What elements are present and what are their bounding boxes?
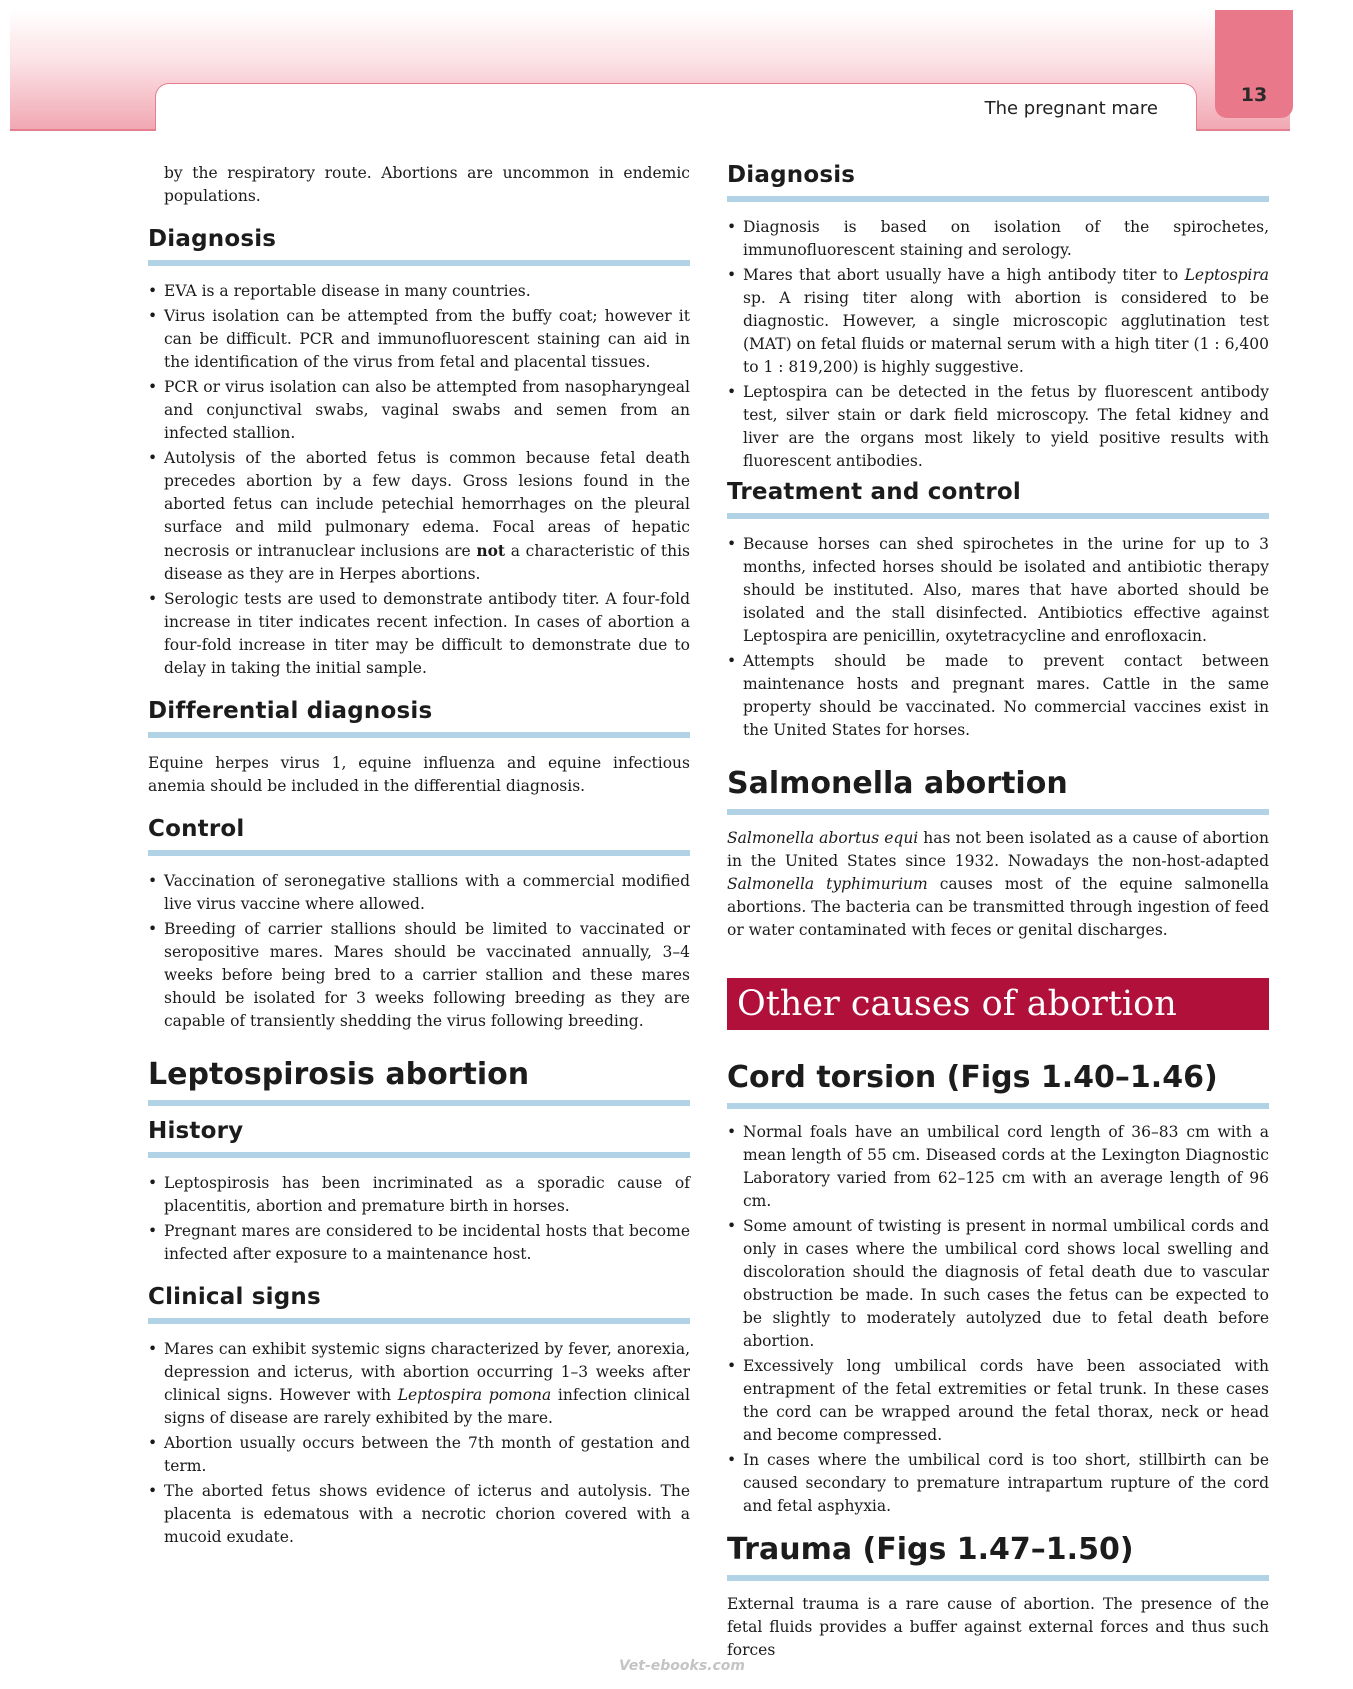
section-banner: Other causes of abortion [727, 978, 1269, 1030]
list-item: • The aborted fetus shows evidence of icterus and autolysis. The placenta is edematous with a necrotic chorion covered with a mucoid exudate. [148, 1480, 690, 1549]
salmonella-heading: Salmonella abortion [727, 766, 1269, 815]
list-text: a characteristic of this disease as they are in Herpes abortions. [164, 542, 690, 583]
paragraph-text: causes most of the equine salmonella abortions. The bacteria can be transmitted through ingestion of feed or water contaminated with feces or genital discharges. [727, 875, 1269, 939]
history-heading: History [148, 1118, 690, 1158]
list-item: • Leptospira can be detected in the fetus by fluorescent antibody test, silver stain or dark field microscopy. The fetal kidney and liver are the organs most likely to yield positive results with fluorescent antibodies. [727, 381, 1269, 473]
treatment-heading: Treatment and control [727, 479, 1269, 519]
list-item: • Pregnant mares are considered to be incidental hosts that become infected after exposure to a maintenance host. [148, 1220, 690, 1266]
page-number: 13 [1240, 84, 1268, 106]
list-item: • PCR or virus isolation can also be attempted from nasopharyngeal and conjunctival swabs, vaginal swabs and semen from an infected stallion. [148, 376, 690, 445]
list-item: • Some amount of twisting is present in normal umbilical cords and only in cases where the umbilical cord shows local swelling and discoloration should the diagnosis of fetal death due to vascular obstruction be made. In such cases the fetus can be expected to be slightly to moderately autolyzed due to fetal death before abortion. [727, 1215, 1269, 1353]
diagnosis-list [148, 280, 690, 680]
species-name: Leptospira pomona [397, 1386, 552, 1404]
species-name: Leptospira [1184, 266, 1269, 284]
list-text: Mares can exhibit systemic signs characterized by fever, anorexia, depression and icterus, with abortion occurring 1–3 weeks after clinical signs. However with [164, 1340, 690, 1404]
list-item: • Attempts should be made to prevent contact between maintenance hosts and pregnant mares. Cattle in the same property should be vaccinated. No commercial vaccines exist in the United States for horses. [727, 650, 1269, 742]
trauma-paragraph: External trauma is a rare cause of abortion. The presence of the fetal fluids provides a buffer against external forces and thus such forces [727, 1595, 1269, 1659]
running-title: The pregnant mare [984, 98, 1158, 119]
list-text: sp. A rising titer along with abortion is considered to be diagnostic. However, a single microscopic agglutination test (MAT) on fetal fluids or maternal serum with a high titer (1 : 6,400 to 1 : 819,200) is highly suggestive. [743, 289, 1269, 376]
list-item: • Abortion usually occurs between the 7th month of gestation and term. [148, 1432, 690, 1478]
cord-torsion-list [727, 1121, 1269, 1518]
lepto-diagnosis-heading: Diagnosis [727, 162, 1269, 202]
list-item: • Vaccination of seronegative stallions with a commercial modified live virus vaccine where allowed. [148, 870, 690, 916]
left-column [148, 162, 690, 1551]
list-item [148, 447, 690, 586]
list-item: • Excessively long umbilical cords have been associated with entrapment of the fetal extremities or fetal trunk. In these cases the cord can be wrapped around the fetal thorax, neck or head and become compressed. [727, 1355, 1269, 1447]
list-item [727, 264, 1269, 379]
list-item: • EVA is a reportable disease in many countries. [148, 280, 690, 303]
cord-torsion-heading: Cord torsion (Figs 1.40–1.46) [727, 1060, 1269, 1109]
species-name: Salmonella typhimurium [727, 875, 928, 893]
differential-heading: Differential diagnosis [148, 698, 690, 738]
list-text: Autolysis of the aborted fetus is common because fetal death precedes abortion by a few days. Gross lesions found in the aborted fetus can include petechial hemorrhages on the pleural surface and mild pulmonary edema. Focal areas of hepatic necrosis or intranuclear inclusions are [164, 449, 690, 560]
differential-paragraph: Equine herpes virus 1, equine influenza and equine infectious anemia should be included in the differential diagnosis. [148, 754, 690, 795]
list-text: infection clinical signs of disease are rarely exhibited by the mare. [164, 1386, 690, 1427]
species-name: Salmonella abortus equi [727, 829, 919, 847]
list-item: • Normal foals have an umbilical cord length of 36–83 cm with a mean length of 55 cm. Diseased cords at the Lexington Diagnostic Laboratory varied from 62–125 cm with an average length of 96 cm. [727, 1121, 1269, 1213]
list-item: • Virus isolation can be attempted from the buffy coat; however it can be difficult. PCR and immunofluorescent staining can aid in the identification of the virus from fetal and placental tissues. [148, 305, 690, 374]
list-item: • Diagnosis is based on isolation of the spirochetes, immunofluorescent staining and serology. [727, 216, 1269, 262]
list-item: • Because horses can shed spirochetes in the urine for up to 3 months, infected horses should be isolated and antibiotic therapy should be instituted. Also, mares that have aborted should be isolated and the stall disinfected. Antibiotics effective against Leptospira are penicillin, oxytetracycline and enrofloxacin. [727, 533, 1269, 648]
watermark-logo: Vet-ebooks.com [618, 1658, 746, 1674]
list-item: • Breeding of carrier stallions should be limited to vaccinated or seropositive mares. Mares should be vaccinated annually, 3–4 weeks before being bred to a carrier stallion and these mares should be isolated for 3 weeks following breeding as they are capable of transiently shedding the virus following breeding. [148, 918, 690, 1033]
trauma-heading: Trauma (Figs 1.47–1.50) [727, 1532, 1269, 1581]
list-item: • Leptospirosis has been incriminated as a sporadic cause of placentitis, abortion and premature birth in horses. [148, 1172, 690, 1218]
intro-paragraph: by the respiratory route. Abortions are uncommon in endemic populations. [164, 164, 690, 205]
list-item: • Serologic tests are used to demonstrate antibody titer. A four-fold increase in titer indicates recent infection. In cases of abortion a four-fold increase in titer may be difficult to demonstrate due to delay in taking the initial sample. [148, 588, 690, 680]
right-column [727, 162, 1269, 1662]
list-text: Mares that abort usually have a high antibody titer to [743, 266, 1185, 284]
leptospirosis-heading: Leptospirosis abortion [148, 1057, 690, 1106]
treatment-list [727, 533, 1269, 742]
list-item [148, 1338, 690, 1430]
emphasis-text: not [476, 541, 506, 560]
paragraph-text: has not been isolated as a cause of abortion in the United States since 1932. Nowadays the non-host-adapted [727, 829, 1269, 870]
clinical-signs-heading: Clinical signs [148, 1284, 690, 1324]
clinical-signs-list [148, 1338, 690, 1549]
control-list [148, 870, 690, 1033]
list-item: • In cases where the umbilical cord is too short, stillbirth can be caused secondary to premature intrapartum rupture of the cord and fetal asphyxia. [727, 1449, 1269, 1518]
history-list [148, 1172, 690, 1266]
diagnosis-heading: Diagnosis [148, 226, 690, 266]
lepto-diagnosis-list [727, 216, 1269, 473]
salmonella-paragraph [727, 827, 1269, 942]
control-heading: Control [148, 816, 690, 856]
